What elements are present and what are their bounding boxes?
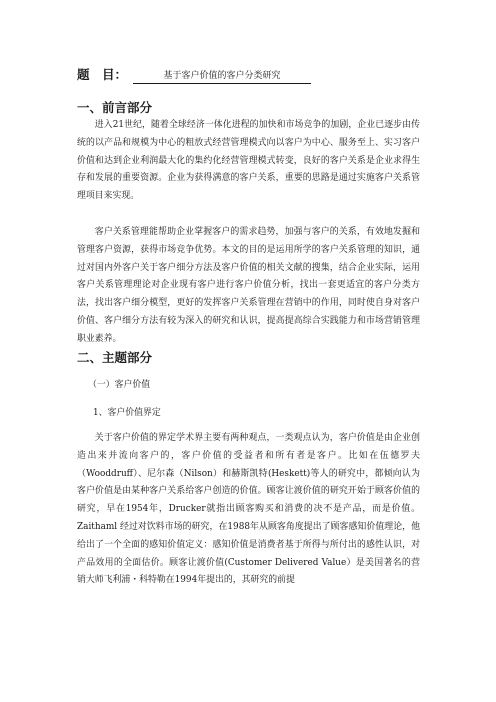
- section-heading-main: 二、主题部分: [77, 350, 153, 365]
- thesis-title-value: 基于客户价值的客户分类研究: [133, 69, 311, 84]
- subsubsection-heading: 1、客户价值界定: [93, 408, 161, 418]
- title-label: 题 目: [77, 67, 115, 82]
- intro-paragraph-2: 客户关系管理能帮助企业掌握客户的需求趋势，加强与客户的关系，有效地发掘和管理客户资源，获得市场竞争优势。本文的目的是运用所学的客户关系管理的知识，通过对国内外客户关于客户细分方法及客户价值的相关文献的搜集，结合企业实际，运用客户关系管理理论对企业现有客户进行客户价值分析，找出一套更适宜的客户分类方法，找出客户细分模型，更好的发挥客户关系管理在营销中的作用，同时使自身对客户价值、客户细分方法有较为深入的研究和认识，提高提高综合实践能力和市场营销管理职业素养。: [77, 227, 420, 344]
- intro-paragraph-1: 进入21世纪，随着全球经济一体化进程的加快和市场竞争的加剧，企业已逐步由传统的以产品和规模为中心的粗放式经营管理模式向以客户为中心、服务至上、实习客户价值和达到企业利润最大化的集约化经营管理模式转变，良好的客户关系是企业求得生存和发展的重要资源。企业为获得满意的客户关系，重要的思路是通过实施客户关系管理项目来实现。: [77, 120, 420, 202]
- main-paragraph-1: 关于客户价值的界定学术界主要有两种观点，一类观点认为，客户价值是由企业创造出来并流向客户的，客户价值的受益者和所有者是客户。比如在伍德罗夫（Wooddruff）、尼尔森（Nilson）和赫斯凯特(Heskett)等人的研究中，都倾向认为客户价值是由某种客户关系给客户创造的价值。顾客让渡价值的研究开始于顾客价值的研究，早在1954年，Drucker就指出顾客购买和消费的决不是产品，而是价值。Zaithaml 经过对饮料市场的研究，在1988年从顾客角度提出了顾客感知价值理论，他给出了一个全面的感知价值定义：感知价值是消费者基于所得与所付出的感性认识，对产品效用的全面估价。顾客让渡价值(Customer Delivered Value）是美国著名的营销大师飞利浦・科特勒在1994年提出的，其研究的前提: [77, 433, 420, 586]
- title-colon: ：: [114, 67, 128, 82]
- subsection-heading: （一）客户价值: [88, 380, 151, 390]
- section-heading-intro: 一、前言部分: [77, 100, 153, 115]
- thesis-title-row: [77, 64, 437, 86]
